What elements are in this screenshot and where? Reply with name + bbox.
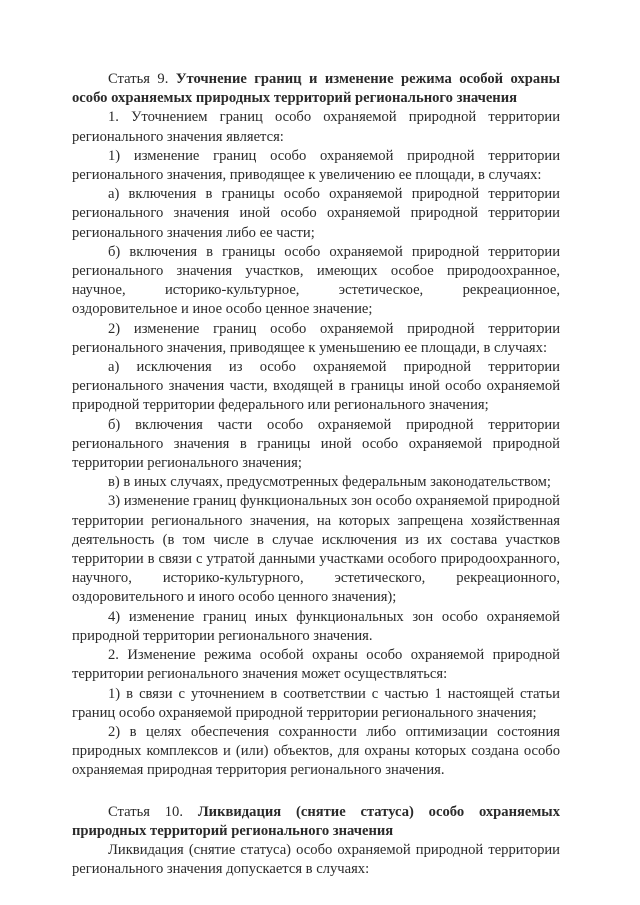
paragraph: 3) изменение границ функциональных зон особо охраняемой природной территории регионального значения, на которых запрещена хозяйственная деятельность (в том числе в случае исключения из их состава участков территории в связи с утратой данными участками особого природоохранного, научного, историко-культурного, эстетического, рекреационного, оздоровительного и иного особо ценного значения);: [72, 493, 560, 606]
paragraph: 1) изменение границ особо охраняемой природной территории регионального значения, приводящее к увеличению ее площади, в случаях:: [72, 147, 560, 184]
article-9-heading: Уточнение границ и изменение режима особой охраны особо охраняемых природных территорий регионального значения: [72, 71, 560, 107]
paragraph: а) включения в границы особо охраняемой природной территории регионального значения иной особо охраняемой природной территории регионального значения либо ее части;: [72, 186, 560, 241]
paragraph: а) исключения из особо охраняемой природной территории регионального значения части, входящей в границы иной особо охраняемой природной территории федерального или регионального значения;: [72, 359, 560, 414]
article-9-title: [72, 70, 560, 108]
article-10-number: Статья 10.: [108, 803, 183, 820]
paragraph: в) в иных случаях, предусмотренных федеральным законодательством;: [108, 474, 551, 491]
paragraph: б) включения в границы особо охраняемой природной территории регионального значения участков, имеющих особое природоохранное, научное, историко-культурное, эстетическое, рекреационное, оздоровительное и иное особо ценное значение;: [72, 243, 560, 318]
paragraph: 4) изменение границ иных функциональных зон особо охраняемой природной территории регионального значения.: [72, 608, 560, 644]
paragraph: 2. Изменение режима особой охраны особо охраняемой природной территории регионального значения может осуществляться:: [72, 647, 560, 683]
paragraph: Ликвидация (снятие статуса) особо охраняемой природной территории регионального значения допускается в случаях:: [72, 841, 560, 878]
paragraph: 2) в целях обеспечения сохранности либо оптимизации состояния природных комплексов и (или) объектов, для охраны которых создана особо охраняемая природная территория регионального значения.: [72, 723, 560, 779]
paragraph: 1) в связи с уточнением в соответствии с частью 1 настоящей статьи границ особо охраняемой природной территории регионального значения;: [72, 685, 560, 721]
article-9-number: Статья 9.: [108, 71, 169, 87]
article-spacer: [72, 781, 560, 803]
article-10-title: [72, 803, 560, 841]
paragraph: 2) изменение границ особо охраняемой природной территории регионального значения, приводящее к уменьшению ее площади, в случаях:: [72, 320, 560, 356]
paragraph: б) включения части особо охраняемой природной территории регионального значения в границы иной особо охраняемой природной территории регионального значения;: [72, 416, 560, 472]
article-10-heading: Ликвидация (снятие статуса) особо охраняемых природных территорий регионального значения: [72, 803, 560, 839]
document-body: [72, 70, 560, 879]
paragraph: 1. Уточнением границ особо охраняемой природной территории регионального значения является:: [72, 109, 560, 145]
